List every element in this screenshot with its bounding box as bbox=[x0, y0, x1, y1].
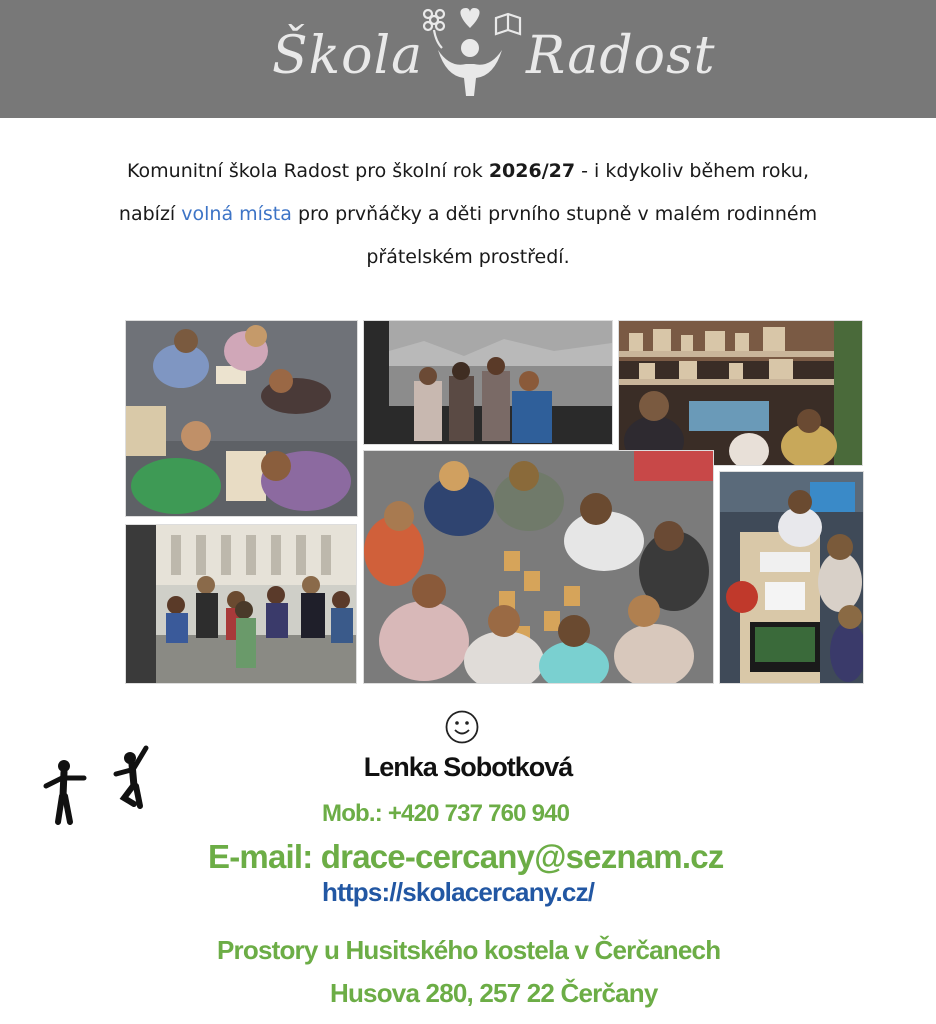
photo-children-drawing bbox=[125, 320, 358, 517]
logo-figure-icon bbox=[420, 4, 530, 104]
intro-text: pro prvňáčky a děti prvního stupně v malém rodinném bbox=[291, 203, 818, 225]
smiley-icon bbox=[445, 710, 479, 744]
logo-text-skola: Škola bbox=[272, 26, 424, 86]
address-line-2: Husova 280, 257 22 Čerčany bbox=[330, 978, 658, 1008]
school-year: 2026/27 bbox=[488, 160, 576, 182]
contact-name: Lenka Sobotková bbox=[363, 752, 573, 782]
photo-pottery-workshop bbox=[618, 320, 863, 466]
website-link[interactable]: https://skolacercany.cz/ bbox=[322, 877, 595, 907]
photo-museum-panorama bbox=[363, 320, 613, 445]
phone-number[interactable]: Mob.: +420 737 760 940 bbox=[322, 800, 570, 827]
address-line-1: Prostory u Husitského kostela v Čerčanech bbox=[217, 935, 721, 965]
photo-computer-class bbox=[719, 471, 864, 684]
photo-card-game-circle bbox=[363, 450, 714, 684]
intro-line-3: přátelském prostředí. bbox=[366, 246, 570, 268]
school-logo bbox=[270, 4, 716, 114]
email-address[interactable]: E-mail: drace-cercany@seznam.cz bbox=[208, 838, 724, 875]
free-places-highlight: volná místa bbox=[181, 203, 292, 225]
intro-text: nabízí bbox=[118, 203, 182, 225]
header-banner bbox=[0, 0, 936, 118]
intro-text: Komunitní škola Radost pro školní rok bbox=[127, 160, 489, 182]
heart-icon bbox=[460, 8, 479, 28]
photo-trip-outdoors bbox=[125, 524, 357, 684]
intro-text: - i kdykoliv během roku, bbox=[575, 160, 809, 182]
logo-text-radost: Radost bbox=[526, 26, 716, 86]
intro-paragraph bbox=[60, 150, 876, 279]
intro-line-1 bbox=[60, 150, 876, 193]
intro-line-2 bbox=[60, 193, 876, 236]
